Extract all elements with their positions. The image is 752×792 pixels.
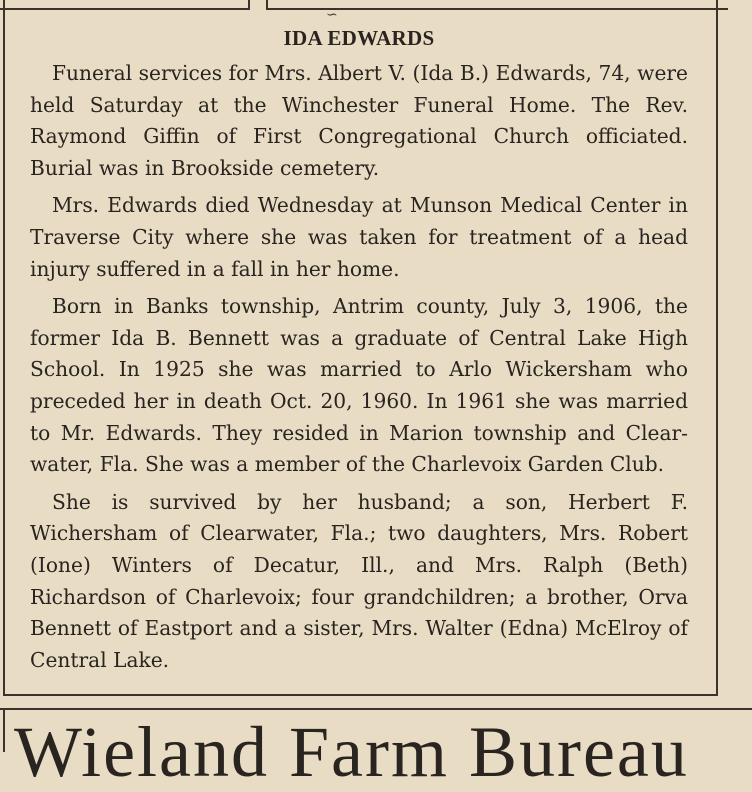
next-article-headline-text: Wieland Farm Bureau <box>14 712 689 792</box>
bottom-column-rule <box>0 708 752 710</box>
obituary-paragraph-3: Born in Banks township, Antrim county, July 3, 1906, the former Ida B. Bennett was a graduate of Central Lake High School. In 1925 she was married to Arlo Wickersham who preceded her in death Oct. 20, 1960. In 1961 she was married to Mr. Edwards. They resided in Marion township and Clearwater, Fla. She was a member of the Charlevoix Garden Club. <box>30 294 688 477</box>
next-article-headline <box>14 712 744 792</box>
obituary-paragraph-1: Funeral services for Mrs. Albert V. (Ida B.) Edwards, 74, were held Saturday at the Winchester Funeral Home. The Rev. Raymond Giffin of First Congregational Church officiated. Burial was in Brookside cemetery. <box>30 61 688 180</box>
obituary-article <box>30 26 688 682</box>
obituary-paragraph-4: She is survived by her husband; a son, Herbert F. Wichersham of Clearwater, Fla.; two daughters, Mrs. Robert (Ione) Winters of Decatur, Ill., and Mrs. Ralph (Beth) Richardson of Charlevoix; four grandchildren; a brother, Orva Bennett of Eastport and a sister, Mrs. Walter (Edna) McElroy of Central Lake. <box>30 489 688 672</box>
ink-mark: ∽ <box>326 7 338 23</box>
next-article-border <box>3 708 5 752</box>
obituary-paragraph-2: Mrs. Edwards died Wednesday at Munson Medical Center in Traverse City where she was taken for treatment of a head injury suffered in a fall in her home. <box>30 193 688 281</box>
obituary-title: IDA EDWARDS <box>283 26 435 50</box>
